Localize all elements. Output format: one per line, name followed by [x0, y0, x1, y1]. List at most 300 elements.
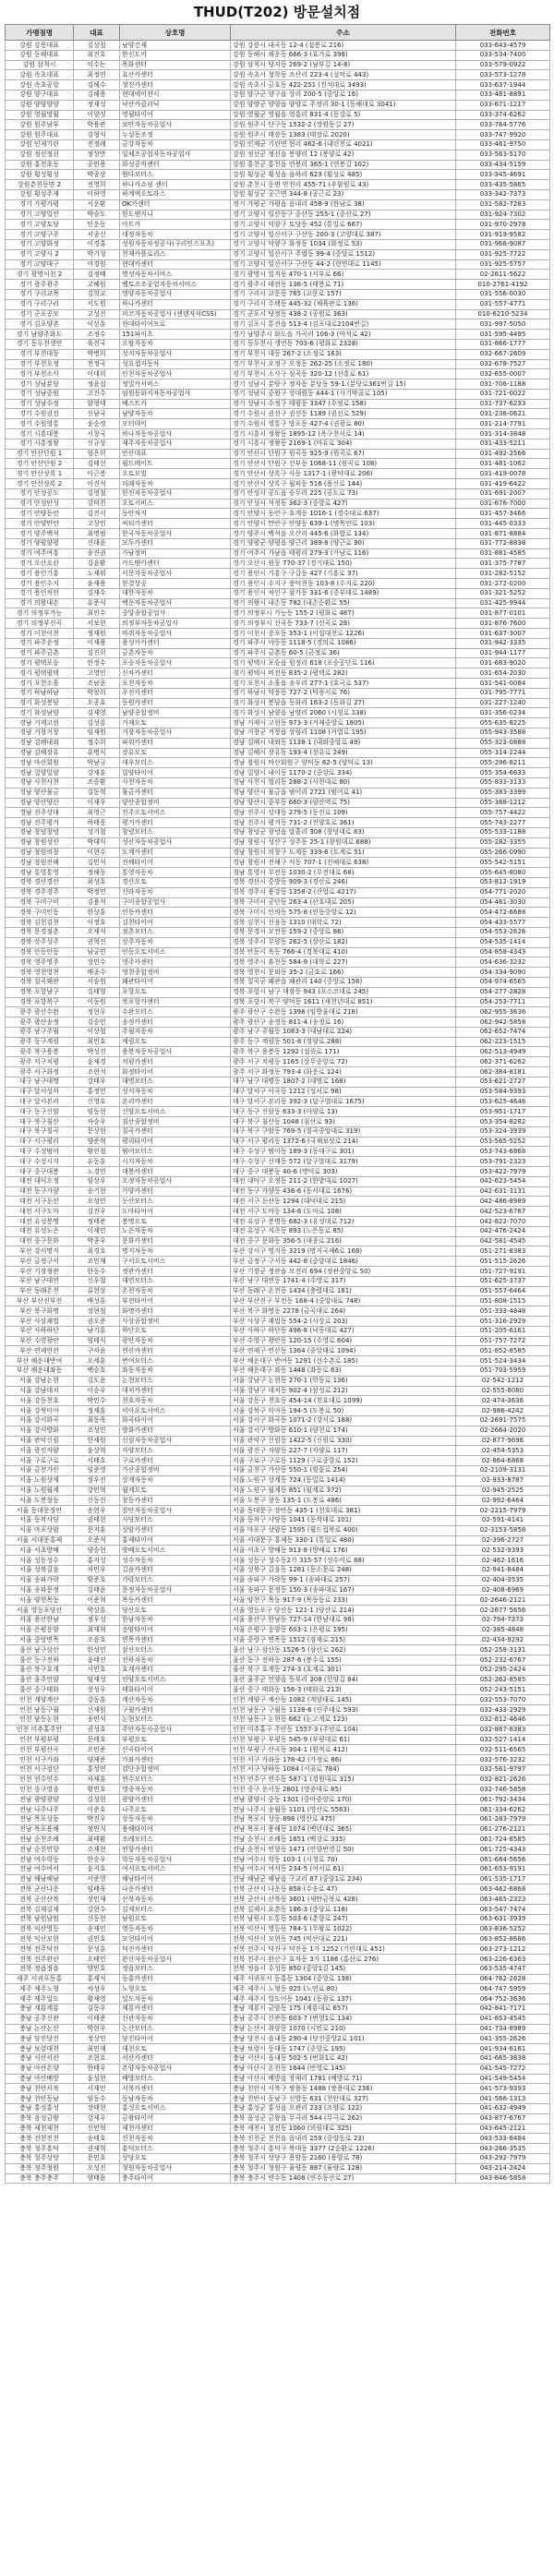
- table-row: [6, 638, 550, 648]
- phone-cell: 055-533-1188: [456, 827, 550, 837]
- address-cell: 경기 평택시 비전동 835-2 (평택로 282): [231, 668, 456, 679]
- store-name-cell: 전북 전주덕진: [6, 1944, 74, 1955]
- table-row: [6, 1725, 550, 1735]
- table-row: [6, 1207, 550, 1217]
- address-cell: 경기 고양시 일산동구 중산동 255-1 (중산로 27): [231, 210, 456, 220]
- table-row: [6, 379, 550, 390]
- phone-cell: 02-794-7373: [456, 1615, 550, 1625]
- store-name-cell: 경남 창원진해: [6, 858, 74, 868]
- address-cell: 경기 용인시 기흥구 구갈동 427 (기흥로 37): [231, 569, 456, 579]
- phone-cell: 031-871-8884: [456, 529, 550, 539]
- store-name-cell: 경북 포항북구: [6, 997, 74, 1007]
- representative-cell: 권민호: [74, 1934, 120, 1944]
- table-row: [6, 1585, 550, 1595]
- business-name-cell: 용봉자동차공업사: [120, 1047, 231, 1057]
- phone-cell: 031-944-1177: [456, 648, 550, 658]
- store-name-cell: 경기 수원영통: [6, 419, 74, 429]
- business-name-cell: 대한자동차: [120, 588, 231, 598]
- header-row: [6, 25, 550, 41]
- business-name-cell: 영종자동차: [120, 1785, 231, 1795]
- store-name-cell: 서울 은평응암: [6, 1625, 74, 1635]
- phone-cell: 055-266-0990: [456, 848, 550, 858]
- table-row: [6, 1415, 550, 1426]
- representative-cell: 윤상혁: [74, 1446, 120, 1456]
- representative-cell: 최동욱: [74, 1415, 120, 1426]
- business-name-cell: 장안자동차공업사: [120, 1506, 231, 1516]
- phone-cell: 031-772-8838: [456, 538, 550, 548]
- representative-cell: 송재민: [74, 1924, 120, 1934]
- store-name-cell: 경남 사천사천: [6, 777, 74, 788]
- address-cell: 경기 용인시 수지구 풍덕천동 103-8 (수지로 220): [231, 579, 456, 589]
- representative-cell: 한승우: [74, 1855, 120, 1865]
- store-name-cell: 경기 의정부신곡: [6, 619, 74, 629]
- table-row: [6, 409, 550, 419]
- address-cell: 충남 천안시 동남구 신방동 631 (천안대로 327): [231, 2094, 456, 2104]
- address-cell: 경기 고양시 덕양구 화정동 1034 (화정로 53): [231, 239, 456, 249]
- address-cell: 경남 거제시 고현동 973-3 (거제중앙로 1805): [231, 718, 456, 728]
- representative-cell: 양태윤: [74, 2173, 120, 2184]
- business-name-cell: 미코자동차공업사 (센텐자식CSS): [120, 309, 231, 319]
- address-cell: 경남 밀양시 내이동 1170-2 (중앙로 334): [231, 768, 456, 778]
- business-name-cell: 연산카센터: [120, 1346, 231, 1356]
- table-row: [6, 50, 550, 60]
- representative-cell: 전영희: [74, 180, 120, 190]
- address-cell: 전북 익산시 모현동 745 (익산대로 221): [231, 1934, 456, 1944]
- phone-cell: 054-277-2828: [456, 987, 550, 997]
- business-name-cell: 구미종합공업사: [120, 897, 231, 908]
- store-name-cell: 제주 제주노형: [6, 1984, 74, 1994]
- store-name-cell: 경기 부천대동: [6, 349, 74, 359]
- representative-cell: 강덕천: [74, 499, 120, 509]
- store-name-cell: 광주 광산수완: [6, 1007, 74, 1017]
- store-name-cell: 강원 횡성횡성: [6, 170, 74, 180]
- store-name-cell: 전북 전주완산: [6, 1955, 74, 1965]
- table-row: [6, 449, 550, 459]
- business-name-cell: 보안자동차공업사: [120, 120, 231, 130]
- phone-cell: 054-253-7711: [456, 997, 550, 1007]
- address-cell: 경기 가평군 가평읍 읍내리 458-9 (한남로 38): [231, 199, 456, 210]
- representative-cell: 정수희: [74, 738, 120, 748]
- table-row: [6, 299, 550, 309]
- business-name-cell: 명지자동차: [120, 1246, 231, 1257]
- representative-cell: 문성훈: [74, 1944, 120, 1955]
- store-name-cell: 경기 오산오산: [6, 559, 74, 569]
- representative-cell: 노경민: [74, 1167, 120, 1177]
- business-name-cell: 진해타이어: [120, 858, 231, 868]
- representative-cell: 최경호: [74, 1246, 120, 1257]
- business-name-cell: 반여모터스: [120, 1356, 231, 1366]
- table-row: [6, 559, 550, 569]
- phone-cell: 031-795-7771: [456, 688, 550, 698]
- address-cell: 경북 경산시 중방동 909-3 (경산로 246): [231, 877, 456, 887]
- header-store-name: 가맹점명: [6, 25, 74, 41]
- business-name-cell: 효산카센터: [120, 70, 231, 80]
- phone-cell: 031-881-4585: [456, 548, 550, 559]
- business-name-cell: 미아오토서비스: [120, 1406, 231, 1416]
- store-name-cell: 전북 익산모현: [6, 1934, 74, 1944]
- store-name-cell: 서울 용산한남: [6, 1615, 74, 1625]
- address-cell: 인천 서구 가좌동 178-42 (가정로 86): [231, 1755, 456, 1765]
- representative-cell: 차민우: [74, 1565, 120, 1575]
- address-cell: 경기 광명시 일직동 470-1 (서부로 66): [231, 270, 456, 280]
- address-cell: 전북 전주시 완산구 효자동 3가 1186 (홍산로 276): [231, 1955, 456, 1965]
- phone-cell: 033-374-6262: [456, 110, 550, 120]
- phone-cell: 041-665-3838: [456, 2053, 550, 2064]
- representative-cell: 신민혁: [74, 2124, 120, 2134]
- representative-cell: 노재휘: [74, 569, 120, 579]
- store-name-cell: 충북 청주흥덕: [6, 2144, 74, 2154]
- representative-cell: 박종상: [74, 170, 120, 180]
- representative-cell: 강재우: [74, 2113, 120, 2124]
- business-name-cell: 완산자동차공업사: [120, 1955, 231, 1965]
- table-row: [6, 1486, 550, 1496]
- business-name-cell: 송정카센터: [120, 1017, 231, 1028]
- address-cell: 경북 영천시 문외동 35-2 (금호로 166): [231, 968, 456, 978]
- store-name-cell: 부산 남구대연: [6, 1276, 74, 1286]
- business-name-cell: 홍제타이어: [120, 1535, 231, 1546]
- phone-cell: 043-645-2121: [456, 2124, 550, 2134]
- phone-cell: 032-655-0007: [456, 369, 550, 379]
- phone-cell: 02-474-3636: [456, 1396, 550, 1406]
- address-cell: 강원 인제군 기린면 현리 462-6 (내린천로 4021): [231, 139, 456, 150]
- store-name-cell: 강원춘천동면 2: [6, 180, 74, 190]
- store-name-cell: 서울 노원상계: [6, 1475, 74, 1486]
- representative-cell: 이근봉: [74, 469, 120, 479]
- address-cell: 광주 광산구 송정동 811-4 (송정로 16): [231, 1017, 456, 1028]
- representative-cell: 고상민: [74, 519, 120, 529]
- store-name-cell: 경기 구리교목: [6, 289, 74, 299]
- store-name-cell: 서울 구로구로: [6, 1456, 74, 1466]
- business-name-cell: 151파이츠: [120, 330, 231, 340]
- address-cell: 충북 충주시 연수동 1408 (연수동산로 27): [231, 2173, 456, 2184]
- table-row: [6, 1077, 550, 1087]
- store-name-cell: 경기 안산상록 1: [6, 469, 74, 479]
- table-row: [6, 1515, 550, 1525]
- representative-cell: 정재훈: [74, 1406, 120, 1416]
- business-name-cell: 한남자동차: [120, 1615, 231, 1625]
- store-name-cell: 경기 양주백석: [6, 529, 74, 539]
- store-name-cell: 경기 안산단원 2: [6, 459, 74, 469]
- phone-cell: 032-527-1414: [456, 1735, 550, 1745]
- address-cell: 경북 포항시 북구 양덕동 1611 (새천년대로 851): [231, 997, 456, 1007]
- table-row: [6, 210, 550, 220]
- address-cell: 경남 사천시 벌리동 288-2 (사천대로 80): [231, 777, 456, 788]
- phone-cell: 033-534-7400: [456, 50, 550, 60]
- address-cell: 충남 서산시 읍내동 502-5 (번화1로 42): [231, 2053, 456, 2064]
- table-row: [6, 2144, 550, 2154]
- representative-cell: 김태윤: [74, 1585, 120, 1595]
- address-cell: 경기 안산시 상록구 월피동 516 (용신로 144): [231, 479, 456, 489]
- header-address: 주소: [231, 25, 456, 41]
- business-name-cell: 배방모터스: [120, 2074, 231, 2084]
- phone-cell: 042-476-2424: [456, 1226, 550, 1236]
- phone-cell: 031-457-3466: [456, 509, 550, 519]
- representative-cell: 황준호: [74, 1575, 120, 1585]
- business-name-cell: 양산종합정비: [120, 798, 231, 808]
- table-row: [6, 189, 550, 199]
- table-row: [6, 1565, 550, 1575]
- business-name-cell: 현대카센터: [120, 259, 231, 270]
- phone-cell: 043-846-5858: [456, 2173, 550, 2184]
- representative-cell: 정우성: [74, 1615, 120, 1625]
- table-row: [6, 469, 550, 479]
- store-name-cell: 경기 남양주화도: [6, 330, 74, 340]
- address-cell: 대전 대덕구 오정동 211-2 (한밭대로 1027): [231, 1176, 456, 1186]
- table-row: [6, 877, 550, 887]
- business-name-cell: 가양카센터: [120, 1186, 231, 1197]
- store-name-cell: 경기 안양만안: [6, 519, 74, 529]
- representative-cell: 김승민: [74, 1017, 120, 1028]
- store-name-cell: 경기 성남수정: [6, 399, 74, 409]
- business-name-cell: 원다모터스: [120, 170, 231, 180]
- representative-cell: 박성진: [74, 1047, 120, 1057]
- store-name-cell: 울산 울주언양: [6, 1675, 74, 1685]
- business-name-cell: 당진타이어: [120, 2034, 231, 2044]
- phone-cell: 061-276-2121: [456, 1824, 550, 1835]
- representative-cell: 이정호: [74, 918, 120, 928]
- business-name-cell: 모터데이: [120, 419, 231, 429]
- address-cell: 전남 나주시 송월동 1101 (영산로 5563): [231, 1805, 456, 1815]
- phone-cell: 031-445-0333: [456, 519, 550, 529]
- phone-cell: 062-371-6262: [456, 1057, 550, 1067]
- address-cell: 충남 계룡시 금암동 175 (계룡대로 657): [231, 2004, 456, 2014]
- representative-cell: 송현우: [74, 1506, 120, 1516]
- representative-cell: 임준영: [74, 1465, 120, 1475]
- business-name-cell: 신차카센터: [120, 668, 231, 679]
- table-row: [6, 2064, 550, 2074]
- representative-cell: 이경홍: [74, 239, 120, 249]
- store-name-cell: 경북 영주영주: [6, 957, 74, 968]
- representative-cell: 박병희: [74, 349, 120, 359]
- representative-cell: 조현석: [74, 1067, 120, 1077]
- address-cell: 경기 화성시 남양읍 남양리 2060 (시청로 138): [231, 708, 456, 718]
- representative-cell: 오세훈: [74, 1356, 120, 1366]
- phone-cell: 064-747-5959: [456, 1984, 550, 1994]
- store-name-cell: 충북 진천진천: [6, 2134, 74, 2144]
- phone-cell: 031-691-2007: [456, 488, 550, 499]
- store-name-cell: 경기 수원권선: [6, 409, 74, 419]
- table-row: [6, 897, 550, 908]
- address-cell: 경북 경주시 용강동 1358-2 (산업로 4217): [231, 887, 456, 897]
- representative-cell: 서종신: [74, 230, 120, 240]
- phone-cell: 051-271-8383: [456, 1246, 550, 1257]
- representative-cell: 오재석: [74, 927, 120, 937]
- business-name-cell: 일체조공업자동차공업사: [120, 150, 231, 160]
- table-row: [6, 1615, 550, 1625]
- address-cell: 부산 사하구 하단동 496-8 (낙동대로 427): [231, 1326, 456, 1336]
- store-name-cell: 강원 원주남부: [6, 120, 74, 130]
- address-cell: 서울 양천구 목동 917-9 (목동동로 233): [231, 1595, 456, 1606]
- table-row: [6, 1884, 550, 1895]
- representative-cell: 신규상: [74, 439, 120, 449]
- store-name-cell: 대전 동구가양: [6, 1186, 74, 1197]
- phone-cell: 062-384-8181: [456, 1067, 550, 1077]
- store-name-cell: 충북 청주청원: [6, 2163, 74, 2173]
- business-name-cell: 성지자동차공업사: [120, 349, 231, 359]
- phone-cell: 054-974-6565: [456, 977, 550, 987]
- representative-cell: 한상훈: [74, 908, 120, 918]
- store-name-cell: 경기 여주여흥: [6, 548, 74, 559]
- business-name-cell: 용성카카센터: [120, 638, 231, 648]
- table-row: [6, 1306, 550, 1317]
- store-name-cell: 충남 보령대천: [6, 2044, 74, 2054]
- business-name-cell: 문정자동차공업사: [120, 1585, 231, 1595]
- store-name-cell: 부산 기장정관: [6, 1267, 74, 1277]
- business-name-cell: 서북카센터: [120, 2084, 231, 2094]
- business-name-cell: 남양건재: [120, 41, 231, 51]
- address-cell: 경기 안양시 동안구 호계동 1016-1 (경수대로 637): [231, 509, 456, 519]
- phone-cell: 062-513-4949: [456, 1047, 550, 1057]
- store-name-cell: 서울 양천목동: [6, 1595, 74, 1606]
- header-business-name: 상호명: [120, 25, 231, 41]
- table-row: [6, 1286, 550, 1296]
- business-name-cell: 포승자동차공업사: [120, 658, 231, 668]
- phone-cell: 052-232-6767: [456, 1655, 550, 1666]
- table-row: [6, 1695, 550, 1705]
- phone-cell: 053-743-6868: [456, 1147, 550, 1157]
- table-row: [6, 1606, 550, 1616]
- representative-cell: 장민재: [74, 1895, 120, 1905]
- phone-cell: 031-356-0234: [456, 708, 550, 718]
- address-cell: 강원 원주시 단구동 1532-2 (장원동길 27): [231, 120, 456, 130]
- address-cell: 경남 창원시 성산구 성주동 25-1 (창원대로 688): [231, 837, 456, 848]
- business-name-cell: 임원동화지자동차공업사: [120, 389, 231, 399]
- address-cell: 경기 동두천시 생연동 703-6 (평화로 2328): [231, 339, 456, 349]
- table-row: [6, 548, 550, 559]
- representative-cell: 박기청: [74, 249, 120, 259]
- table-row: [6, 1735, 550, 1745]
- business-name-cell: 포천자동차: [120, 679, 231, 689]
- business-name-cell: 산곡타이어: [120, 1745, 231, 1755]
- table-row: [6, 130, 550, 140]
- address-cell: 충북 청주시 상당구 용암동 2160 (용암로 78): [231, 2153, 456, 2163]
- table-row: [6, 648, 550, 658]
- address-cell: 경기 시흥시 정왕동 1895-12 (옥구천서로 14): [231, 429, 456, 439]
- phone-cell: 051-703-5959: [456, 1366, 550, 1376]
- store-name-cell: 경기 구리구리: [6, 299, 74, 309]
- phone-cell: 055-645-8080: [456, 868, 550, 878]
- address-cell: 광주 광산구 수완동 1398 (임방울대로 218): [231, 1007, 456, 1017]
- phone-cell: 042-581-4545: [456, 1236, 550, 1246]
- address-cell: 부산 금정구 구서동 442-8 (중앙대로 1846): [231, 1257, 456, 1267]
- table-row: [6, 1296, 550, 1306]
- business-name-cell: 방화카센터: [120, 1426, 231, 1436]
- business-name-cell: 연수모터스: [120, 1775, 231, 1785]
- representative-cell: 이진석: [74, 479, 120, 489]
- table-row: [6, 1984, 550, 1994]
- representative-cell: 김해용: [74, 90, 120, 100]
- business-name-cell: 하나카쇼핑 센터: [120, 180, 231, 190]
- phone-cell: 061-792-3434: [456, 1795, 550, 1805]
- store-name-cell: 전북 정읍정읍: [6, 1964, 74, 1974]
- address-cell: 충남 아산시 온천동 1644 (번영로 145): [231, 2064, 456, 2074]
- phone-cell: 02-941-8484: [456, 1565, 550, 1575]
- representative-cell: 임재원: [74, 728, 120, 738]
- representative-cell: 한동수: [74, 1267, 120, 1277]
- representative-cell: 서태호: [74, 1456, 120, 1466]
- phone-cell: 031-876-7600: [456, 619, 550, 629]
- representative-cell: 박창희: [74, 688, 120, 698]
- table-row: [6, 1755, 550, 1765]
- address-cell: 경기 안산시 단원구 원곡동 925-9 (원곡로 67): [231, 449, 456, 459]
- business-name-cell: 신림자동차공업사: [120, 1436, 231, 1446]
- table-row: [6, 170, 550, 180]
- table-row: [6, 459, 550, 469]
- representative-cell: 이경원: [74, 259, 120, 270]
- table-row: [6, 2153, 550, 2163]
- representative-cell: 박상훈: [74, 1606, 120, 1616]
- table-row: [6, 798, 550, 808]
- phone-cell: 02-434-9292: [456, 1635, 550, 1645]
- store-name-cell: 경기 안성안성: [6, 499, 74, 509]
- store-name-cell: 강원 양구대표: [6, 90, 74, 100]
- table-row: [6, 70, 550, 80]
- table-row: [6, 239, 550, 249]
- table-row: [6, 249, 550, 259]
- phone-cell: 02-2691-7575: [456, 1415, 550, 1426]
- representative-cell: 양재준: [74, 1755, 120, 1765]
- representative-cell: 박승도: [74, 210, 120, 220]
- phone-cell: 031-492-2566: [456, 449, 550, 459]
- business-name-cell: 남양자동차: [120, 409, 231, 419]
- store-name-cell: 광주 서구화정: [6, 1067, 74, 1077]
- table-row: [6, 538, 550, 548]
- store-name-cell: 인천 미추홀주안: [6, 1725, 74, 1735]
- address-cell: 부산 북구 화명동 2278 (금곡대로 264): [231, 1306, 456, 1317]
- address-cell: 경기 시흥시 정왕동 2169-1 (마유로 304): [231, 439, 456, 449]
- representative-cell: 문상현: [74, 1126, 120, 1137]
- phone-cell: 02-3153-5858: [456, 1525, 550, 1535]
- phone-cell: 061-334-6262: [456, 1805, 550, 1815]
- table-row: [6, 1635, 550, 1645]
- business-name-cell: 치평카센터: [120, 1057, 231, 1067]
- phone-cell: 031-541-0084: [456, 679, 550, 689]
- address-cell: 서울 구로구 구로동 1129 (구로중앙로 152): [231, 1456, 456, 1466]
- table-body: [6, 41, 550, 2184]
- address-cell: 서울 금천구 가산동 550-1 (벚꽃로 254): [231, 1465, 456, 1475]
- representative-cell: 문지훈: [74, 1525, 120, 1535]
- store-name-cell: 경기 군포공모: [6, 309, 74, 319]
- business-name-cell: OK카센터: [120, 199, 231, 210]
- store-name-cell: 강원 강릉대표: [6, 41, 74, 51]
- store-name-cell: 경기 부천소사: [6, 369, 74, 379]
- table-row: [6, 1087, 550, 1097]
- representative-cell: 문태호: [74, 1735, 120, 1745]
- table-row: [6, 818, 550, 828]
- business-name-cell: 우진카센터: [120, 688, 231, 698]
- address-cell: 강원 양양군 양양읍 양양로 주정리 30-1 (동해대로 3041): [231, 100, 456, 110]
- address-cell: 강원 속초시 금호동 422-251 (진석대로 3493): [231, 80, 456, 90]
- phone-cell: 02-2677-5656: [456, 1606, 550, 1616]
- representative-cell: 한성민: [74, 1645, 120, 1655]
- business-name-cell: 가산종합정비: [120, 1465, 231, 1475]
- table-row: [6, 987, 550, 997]
- business-name-cell: 의정부자동차공업사: [120, 619, 231, 629]
- store-name-cell: 경북 경산경산: [6, 877, 74, 887]
- address-cell: 서울 성북구 길음동 1281 (동소문로 248): [231, 1565, 456, 1575]
- store-name-cell: 부산 수영광안: [6, 1336, 74, 1346]
- phone-cell: 041-853-4545: [456, 2014, 550, 2024]
- address-cell: 경기 광주시 태전동 136-5 (태봉로 71): [231, 280, 456, 290]
- business-name-cell: 카드맨카센터: [120, 559, 231, 569]
- representative-cell: 진정례: [74, 139, 120, 150]
- table-row: [6, 1535, 550, 1546]
- representative-cell: 육진국: [74, 339, 120, 349]
- business-name-cell: 오토서비스: [120, 499, 231, 509]
- phone-cell: 02-462-1616: [456, 1556, 550, 1566]
- phone-cell: 02-992-6464: [456, 1496, 550, 1506]
- phone-cell: 031-419-0078: [456, 469, 550, 479]
